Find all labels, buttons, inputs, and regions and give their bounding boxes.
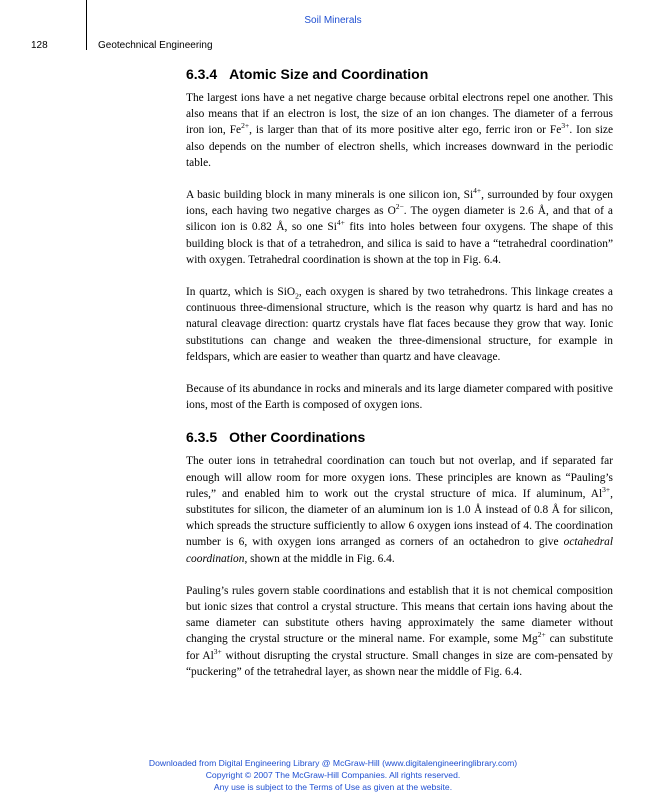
footer-download-line[interactable]: Downloaded from Digital Engineering Library @ McGraw-Hill (www.digitalengineeringlibrary.com) bbox=[148, 758, 518, 768]
book-title: Geotechnical Engineering bbox=[98, 40, 213, 51]
section-heading-6-3-4 bbox=[186, 66, 613, 82]
footer-copyright-line: Copyright © 2007 The McGraw-Hill Companies. All rights reserved. bbox=[205, 770, 461, 780]
paragraph: The outer ions in tetrahedral coordination can touch but not overlap, and if separated far enough will allow room for more oxygen ions. These principles are known as “Pauling’s rules,” and enabled him to work out the crystal structure of mica. If aluminum, $Al^{3+}$, substitutes for silicon, the diameter of an aluminum ion is 1.0 Å instead of 0.8 Å for silicon, which spreads the structure sufficiently to allow 6 oxygen ions instead of 4. The coordination number is 6, with oxygen ions arranged as corners of an octahedron to give octahedral coordination, shown at the middle in Fig. 6.4. bbox=[186, 455, 613, 565]
paragraph: Pauling’s rules govern stable coordinations and establish that it is not chemical composition but ionic sizes that control a crystal structure. This means that certain ions having about the same diameter can substitute others having approximately the same diameter without changing the crystal structure or the mineral name. For example, some $Mg^{2+}$ can substitute for $Al^{3+}$ without disrupting the crystal structure. Small changes in size are com-pensated by “puckering” of the tetrahedral layer, as shown near the middle of Fig. 6.4. bbox=[186, 584, 613, 678]
page-body bbox=[186, 62, 613, 696]
paragraph: A basic building block in many minerals is one silicon ion, $Si^{4+}$, surrounded by four oxygen ions, each having two negative charges as $O^{2-}$. The oygen diameter is 2.6 Å, and that of a silicon ion is 0.82 Å, so one $Si^{4+}$ fits into holes between four oxygens. The shape of this building block is that of a tetrahedron, and silica is said to have a “tetrahedral coordination” with oxygen. Tetrahedral coordination is shown at the top in Fig. 6.4. bbox=[186, 186, 613, 266]
paragraph: Because of its abundance in rocks and minerals and its large diameter compared with positive ions, most of the Earth is composed of oxygen ions. bbox=[186, 383, 613, 412]
section-title: Atomic Size and Coordination bbox=[229, 66, 429, 82]
section-number: 6.3.4 bbox=[186, 66, 218, 82]
download-footer bbox=[0, 757, 666, 793]
section-heading-6-3-5 bbox=[186, 429, 613, 445]
header-rule bbox=[86, 0, 87, 50]
paragraph: The largest ions have a net negative charge because orbital electrons repel one another. This also means that if an electron is lost, the size of an ion changes. The diameter of a ferrous iron ion, $Fe^{2+}$, is larger than that of its more positive alter ego, ferric iron or $Fe^{3+}$. Ion size also depends on the number of electron shells, which increases downward in the periodic table. bbox=[186, 92, 613, 169]
section-number: 6.3.5 bbox=[186, 429, 218, 446]
page-number: 128 bbox=[31, 40, 48, 51]
paragraph: In quartz, which is SiO$_2$, each oxygen is shared by two tetrahedrons. This linkage creates a continuous three-dimensional structure, which is the reason why quartz is hard and has no natural cleavage direction: quartz crystals have flat faces because they grow that way. Ionic substitutions can change and weaken the three-dimensional structure, for example in feldspars, which are easier to weather than quartz and have cleavage. bbox=[186, 286, 613, 363]
running-head: Soil Minerals bbox=[304, 15, 362, 26]
section-title: Other Coordinations bbox=[229, 429, 366, 446]
footer-terms-line[interactable]: Any use is subject to the Terms of Use as given at the website. bbox=[213, 782, 453, 792]
